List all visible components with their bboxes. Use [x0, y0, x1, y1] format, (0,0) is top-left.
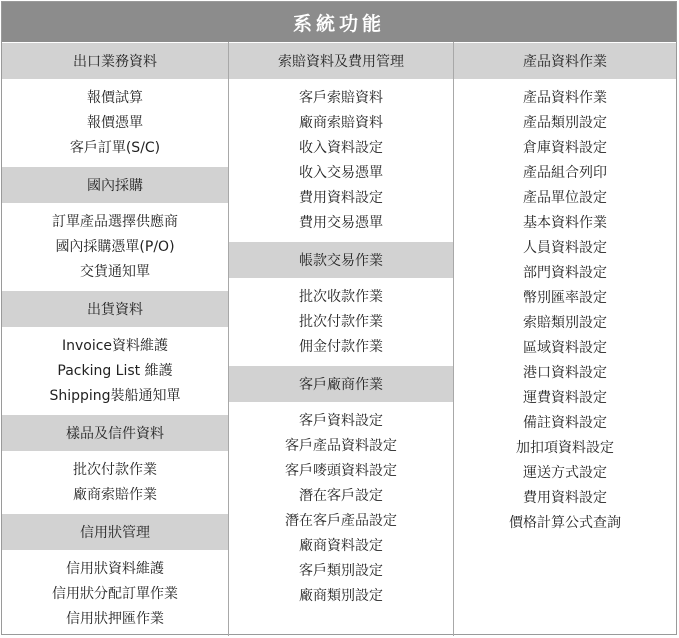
menu-item[interactable]: 客戶索賠資料: [299, 90, 383, 106]
column-1: [2, 42, 229, 636]
menu-item[interactable]: 費用資料設定: [523, 490, 607, 506]
menu-item[interactable]: 客戶產品資料設定: [285, 438, 397, 454]
menu-item[interactable]: 廠商類別設定: [299, 588, 383, 604]
menu-item[interactable]: 區域資料設定: [523, 340, 607, 356]
menu-item[interactable]: 客戶資料設定: [299, 413, 383, 429]
menu-item[interactable]: 倉庫資料設定: [523, 140, 607, 156]
menu-item[interactable]: 人員資料設定: [523, 240, 607, 256]
section-header: 客戶廠商作業: [229, 366, 453, 402]
section-header: 國內採購: [2, 167, 228, 203]
panel-title: 系統功能: [2, 2, 676, 42]
menu-item[interactable]: 收入交易憑單: [299, 165, 383, 181]
menu-item[interactable]: 潛在客戶設定: [299, 488, 383, 504]
section-header: 出口業務資料: [2, 43, 228, 79]
menu-item[interactable]: 價格計算公式查詢: [509, 515, 621, 531]
menu-item[interactable]: 加扣項資料設定: [516, 440, 614, 456]
menu-item[interactable]: Packing List 維護: [57, 363, 173, 379]
menu-item[interactable]: 交貨通知單: [80, 264, 150, 280]
menu-item[interactable]: 產品單位設定: [523, 190, 607, 206]
menu-item[interactable]: 運送方式設定: [523, 465, 607, 481]
menu-item[interactable]: 備註資料設定: [523, 415, 607, 431]
menu-item[interactable]: 產品類別設定: [523, 115, 607, 131]
menu-item[interactable]: Invoice資料維護: [61, 338, 169, 354]
menu-item[interactable]: 佣金付款作業: [299, 339, 383, 355]
menu-item[interactable]: 潛在客戶產品設定: [285, 513, 397, 529]
menu-item[interactable]: 批次付款作業: [73, 462, 157, 478]
menu-item[interactable]: 國內採購憑單(P/O): [55, 239, 175, 255]
menu-item[interactable]: 運費資料設定: [523, 390, 607, 406]
menu-item[interactable]: 費用資料設定: [299, 190, 383, 206]
menu-item[interactable]: 報價憑單: [87, 115, 143, 131]
menu-item[interactable]: 批次付款作業: [299, 314, 383, 330]
menu-item[interactable]: 費用交易憑單: [299, 215, 383, 231]
menu-item[interactable]: 索賠類別設定: [523, 315, 607, 331]
menu-item[interactable]: 信用狀資料維護: [66, 561, 164, 577]
system-functions-panel: [1, 1, 677, 635]
section-header: 產品資料作業: [454, 43, 676, 79]
menu-item[interactable]: Shipping裝船通知單: [49, 388, 181, 404]
column-2: [229, 42, 454, 636]
menu-item[interactable]: 報價試算: [87, 90, 143, 106]
menu-item[interactable]: 訂單產品選擇供應商: [52, 214, 178, 230]
menu-item[interactable]: 收入資料設定: [299, 140, 383, 156]
menu-item[interactable]: 廠商索賠資料: [299, 115, 383, 131]
menu-item[interactable]: 批次收款作業: [299, 289, 383, 305]
menu-item[interactable]: 基本資料作業: [523, 215, 607, 231]
menu-item[interactable]: 港口資料設定: [523, 365, 607, 381]
menu-item[interactable]: 部門資料設定: [523, 265, 607, 281]
menu-item[interactable]: 廠商索賠作業: [73, 487, 157, 503]
menu-item[interactable]: 產品資料作業: [523, 90, 607, 106]
menu-item[interactable]: 幣別匯率設定: [523, 290, 607, 306]
section-header: 樣品及信件資料: [2, 415, 228, 451]
menu-item[interactable]: 廠商資料設定: [299, 538, 383, 554]
column-3: [454, 42, 676, 636]
menu-item[interactable]: 產品組合列印: [523, 165, 607, 181]
section-header: 帳款交易作業: [229, 242, 453, 278]
menu-item[interactable]: 客戶嘜頭資料設定: [285, 463, 397, 479]
menu-item[interactable]: 客戶訂單(S/C): [69, 140, 161, 156]
menu-item[interactable]: 客戶類別設定: [299, 563, 383, 579]
menu-item[interactable]: 信用狀分配訂單作業: [52, 586, 178, 602]
section-header: 信用狀管理: [2, 514, 228, 550]
section-header: 索賠資料及費用管理: [229, 43, 453, 79]
menu-item[interactable]: 信用狀押匯作業: [66, 611, 164, 627]
section-header: 出貨資料: [2, 291, 228, 327]
